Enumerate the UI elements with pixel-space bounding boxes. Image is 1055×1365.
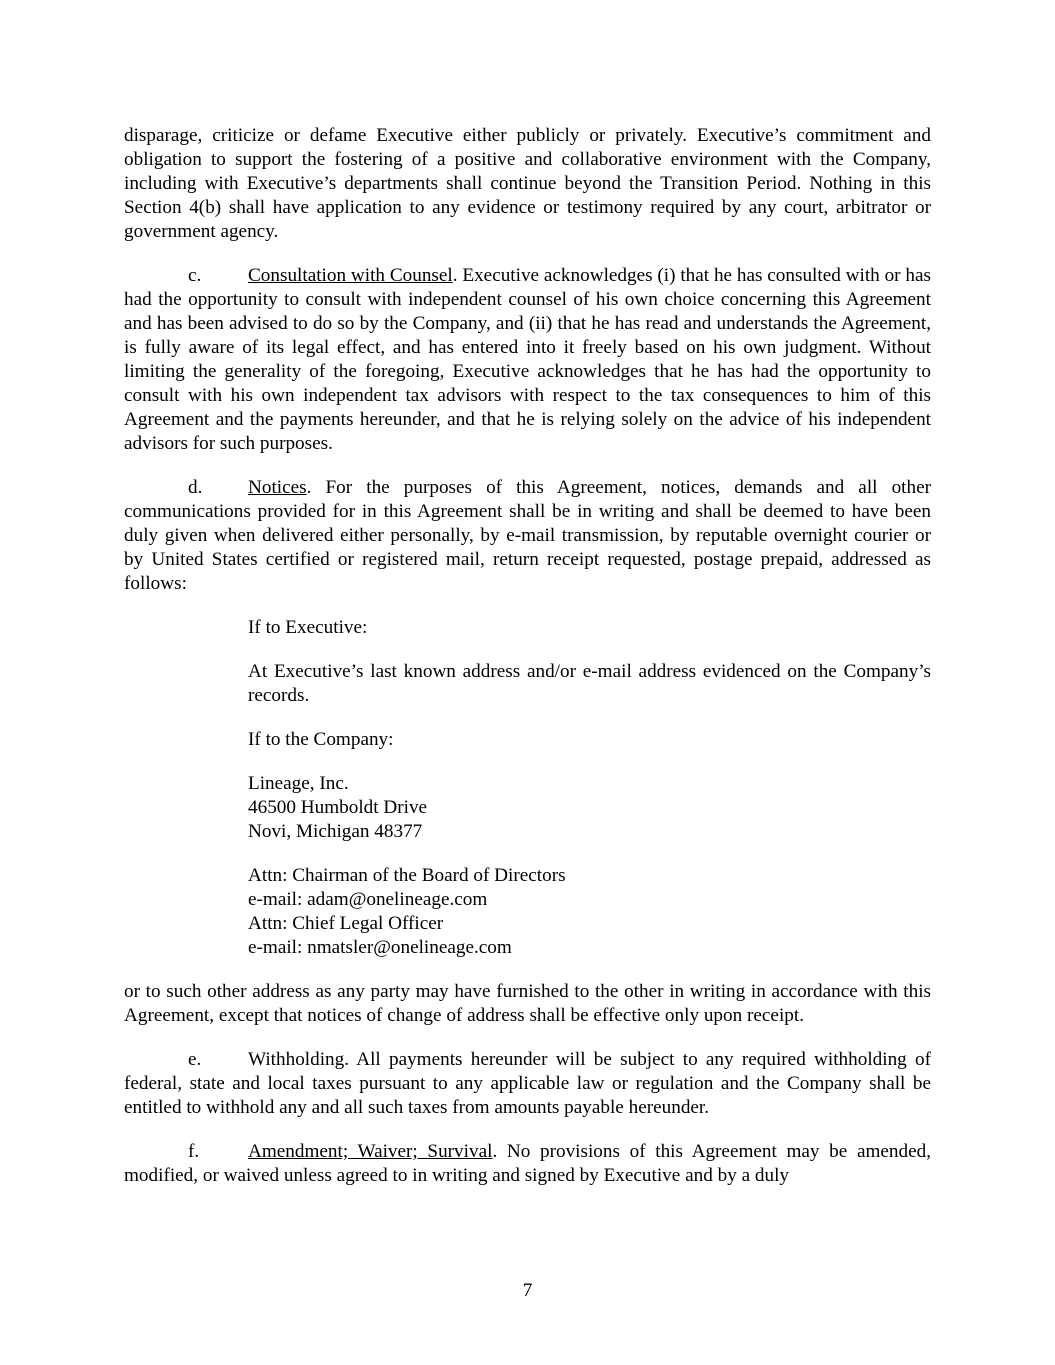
section-f-letter: f.	[188, 1141, 200, 1162]
section-e-body: Withholding. All payments hereunder will be subject to any required withholding of federal, state and local taxes pursuant to any applicable law or regulation and the Company shall be entitled to withhold any and all such taxes from amounts payable hereunder.	[124, 1049, 931, 1118]
section-c-body: . Executive acknowledges (i) that he has consulted with or has had the opportunity to consult with independent counsel of his own choice concerning this Agreement and has been advised to do so by the Company, and (ii) that he has read and understands the Agreement, is fully aware of its legal effect, and has entered into it freely based on his own judgment. Without limiting the generality of the foregoing, Executive acknowledges that he has had the opportunity to consult with his own independent tax advisors with respect to the tax consequences to him of this Agreement and the payments hereunder, and that he is relying solely on the advice of his independent advisors for such purposes.	[124, 265, 931, 454]
document-page	[124, 124, 931, 1208]
company-address-line: Novi, Michigan 48377	[248, 821, 423, 842]
if-to-executive-label: If to Executive:	[248, 617, 368, 638]
if-to-company-label: If to the Company:	[248, 729, 394, 750]
section-f-body: . No provisions of this Agreement may be amended, modified, or waived unless agreed to in writing and signed by Executive and by a duly	[124, 1141, 931, 1186]
executive-address: At Executive’s last known address and/or e-mail address evidenced on the Company’s records.	[248, 661, 931, 706]
section-e-withholding	[124, 1048, 931, 1120]
notices-closing-paragraph: or to such other address as any party may have furnished to the other in writing in accordance with this Agreement, except that notices of change of address shall be effective only upon receipt.	[124, 981, 931, 1026]
section-d-letter: d.	[188, 477, 203, 498]
section-c-heading: Consultation with Counsel	[248, 265, 453, 286]
section-d-body: . For the purposes of this Agreement, notices, demands and all other communications provided for in this Agreement shall be in writing and shall be deemed to have been duly given when delivered either personally, by e-mail transmission, by reputable overnight courier or by United States certified or registered mail, return receipt requested, postage prepaid, addressed as follows:	[124, 477, 931, 594]
section-c-consultation-with-counsel	[124, 264, 931, 456]
company-address-line: 46500 Humboldt Drive	[248, 797, 428, 818]
section-f-amendment	[124, 1140, 931, 1188]
company-contact-email: e-mail: nmatsler@onelineage.com	[248, 937, 512, 958]
company-address-line: Lineage, Inc.	[248, 773, 349, 794]
company-contact-email: e-mail: adam@onelineage.com	[248, 889, 488, 910]
page-number: 7	[522, 1280, 533, 1301]
section-d-notices	[124, 476, 931, 596]
paragraph-intro: disparage, criticize or defame Executive either publicly or privately. Executive’s commitment and obligation to support the fostering of a positive and collaborative environment with the Company, including with Executive’s departments shall continue beyond the Transition Period. Nothing in this Section 4(b) shall have application to any evidence or testimony required by any court, arbitrator or government agency.	[124, 125, 931, 242]
company-contact-line: Attn: Chairman of the Board of Directors	[248, 865, 566, 886]
company-address-block	[248, 772, 931, 844]
company-contacts-block	[248, 864, 931, 960]
section-c-letter: c.	[188, 265, 202, 286]
section-d-heading: Notices	[248, 477, 307, 498]
section-e-letter: e.	[188, 1049, 202, 1070]
section-f-heading: Amendment; Waiver; Survival	[248, 1141, 493, 1162]
company-contact-line: Attn: Chief Legal Officer	[248, 913, 444, 934]
